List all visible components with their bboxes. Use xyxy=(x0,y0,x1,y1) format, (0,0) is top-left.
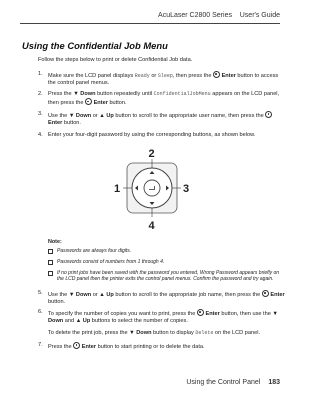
enter-key-icon xyxy=(197,309,204,316)
step-7: 7. Press the Enter button to start printing or to delete the data. xyxy=(38,342,205,350)
keypad-label-1: 1 xyxy=(114,183,121,195)
keypad-svg xyxy=(103,149,199,235)
header-product: AcuLaser C2800 Series xyxy=(158,12,232,19)
enter-key-icon xyxy=(85,98,92,105)
step-3: 3. Use the ▼ Down or ▲ Up button to scroll to the appropriate user name, then press the Enter button. xyxy=(38,111,286,127)
step-2: 2. Press the ▼ Down button repeatedly until ConfidentialJobMenu appears on the LCD panel, then press the Enter button. xyxy=(38,91,280,107)
checkbox-bullet-icon xyxy=(48,249,53,254)
footer-section: Using the Control Panel xyxy=(186,379,261,386)
note-item-1: Passwords are always four digits. xyxy=(48,248,283,254)
keypad-label-2: 2 xyxy=(148,149,155,160)
enter-key-icon xyxy=(265,111,272,118)
page-footer xyxy=(186,379,280,386)
enter-key-icon xyxy=(262,290,269,297)
note-heading: Note: xyxy=(48,239,62,245)
enter-button-icon xyxy=(144,180,160,196)
enter-key-icon xyxy=(213,71,220,78)
enter-key-icon xyxy=(73,342,80,349)
note-item-2: Passwords consist of numbers from 1 through 4. xyxy=(48,259,283,265)
header-title xyxy=(158,12,280,19)
keypad-diagram xyxy=(103,149,199,235)
checkbox-bullet-icon xyxy=(48,271,53,276)
step-1: 1. Make sure the LCD panel displays Ready or Sleep, then press the Enter button to access the control panel menus. xyxy=(38,71,279,87)
keypad-label-4: 4 xyxy=(148,220,155,232)
page-number: 183 xyxy=(268,379,280,386)
intro-text: Follow the steps below to print or delete Confidential Job data. xyxy=(38,57,193,63)
checkbox-bullet-icon xyxy=(48,260,53,265)
note-item-3: If no print jobs have been saved with the password you entered, Wrong Password appears briefly on the LCD panel then the printer exits the control panel menus. Confirm the password and try again. xyxy=(48,270,283,282)
step-4: 4. Enter your four-digit password by using the corresponding buttons, as shown below. xyxy=(38,132,256,138)
step-6: 6. To specify the number of copies you want to print, press the Enter button, then use the ▼ Down and ▲ Up buttons to select the number of copies. To delete the print job, press the ▼ Down button to display Delete on the LCD panel. xyxy=(38,309,278,337)
keypad-label-3: 3 xyxy=(183,183,190,195)
header-rule xyxy=(20,23,280,24)
step-5: 5. Use the ▼ Down or ▲ Up button to scroll to the appropriate job name, then press the Enter button. xyxy=(38,290,285,306)
header-guide: User's Guide xyxy=(239,12,280,19)
section-title: Using the Confidential Job Menu xyxy=(22,40,168,51)
